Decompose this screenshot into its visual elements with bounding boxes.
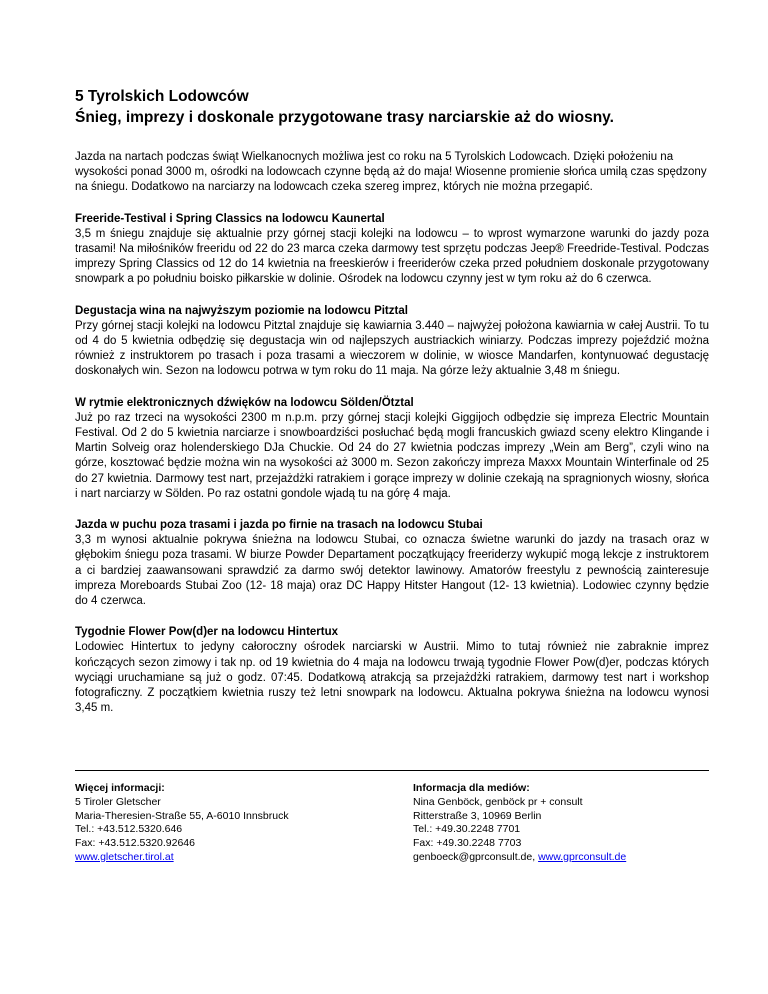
document-title: 5 Tyrolskich Lodowców <box>75 88 249 105</box>
footer-media-info <box>413 782 709 865</box>
document-subtitle: Śnieg, imprezy i doskonale przygotowane trasy narciarskie aż do wiosny. <box>75 109 614 126</box>
intro-paragraph: Jazda na nartach podczas świąt Wielkanocnych możliwa jest co roku na 5 Tyrolskich Lodowcach. Dzięki położeniu na wysokości ponad 3000 m, ośrodki na lodowcach czynne będą aż do maja! Wiosenne promienie słońca umilą czas spędzony na śniegu. Dodatkowo na narciarzy na lodowcach czeka szereg imprez, których nie można przegapić. <box>75 151 707 194</box>
footer-right-email: genboeck@gprconsult.de, <box>413 850 536 863</box>
footer-left-tel: Tel.: +43.512.5320.646 <box>75 823 183 836</box>
section-title: Tygodnie Flower Pow(d)er na lodowcu Hintertux <box>75 626 339 639</box>
section-body: Przy górnej stacji kolejki na lodowcu Pitztal znajduje się kawiarnia 3.440 – najwyżej położona kawiarnia w całej Austrii. To tu od 4 do 5 kwietnia odbędzię się degustacja win od najlepszych austriackich winiarzy. Podczas imprezy pojeździć można również z instruktorem po trasach i poza trasami a wieczorem w dolinie, w wiosce Mandarfen, kontynuować degustację doskonałych win. Sezon na lodowcu potrwa w tym roku do 11 maja. Na górze leży aktualnie 3,48 m śniegu. <box>75 319 709 378</box>
section-title: Freeride-Testival i Spring Classics na lodowcu Kaunertal <box>75 212 385 225</box>
footer-left-org: 5 Tiroler Gletscher <box>75 795 161 808</box>
section-title: W rytmie elektronicznych dźwięków na lodowcu Sölden/Ötztal <box>75 396 414 409</box>
section-solden <box>75 396 709 502</box>
footer-left-address: Maria-Theresien-Straße 55, A-6010 Innsbruck <box>75 809 289 822</box>
section-body: Już po raz trzeci na wysokości 2300 m n.p.m. przy górnej stacji kolejki Giggijoch odbędzie się impreza Electric Mountain Festival. Od 2 do 5 kwietnia narciarze i snowboardziści posłuchać będą mogli francuskich gwiazd sceny elektro Klingande i Martin Solveig oraz holenderskiego DJa Chuckie. Od 24 do 27 kwietnia podczas imprezy „Wein am Berg”, czyli wino na górze, kosztować będzie można win na wysokości aż 3000 m. Sezon zakończy impreza Maxxx Mountain Winterfinale od 25 do 27 kwietnia. Darmowy test nart, przejażdżki ratrakiem i gorące imprezy w dolinie czekają na spragnionych wiosny, słońca i nart narciarzy w Sölden. Po raz ostatni gondole wjadą tu na górę 4 maja. <box>75 411 709 500</box>
gletscher-website-link[interactable]: www.gletscher.tirol.at <box>75 850 174 863</box>
footer-right-tel: Tel.: +49.30.2248 7701 <box>413 823 521 836</box>
section-title: Degustacja wina na najwyższym poziomie na lodowcu Pitztal <box>75 304 408 317</box>
footer-left-fax: Fax: +43.512.5320.92646 <box>75 837 195 850</box>
footer-more-info <box>75 782 413 865</box>
footer-right-address: Ritterstraße 3, 10969 Berlin <box>413 809 542 822</box>
footer-left-title: Więcej informacji: <box>75 782 165 794</box>
section-body: Lodowiec Hintertux to jedyny całoroczny ośrodek narciarski w Austrii. Mimo to tutaj również nie zabraknie imprez kończących sezon zimowy i tak np. od 19 kwietnia do 4 maja na lodowcu trwają tygodnie Flower Pow(d)er, podczas których wyciągi uruchamiane są już o godz. 07:45. Dodatkową atrakcją sa przejażdżki ratrakiem, darmowy test nart i workshop fotograficzny. Z początkiem kwietnia ruszy też letni snowpark na lodowcu. Aktualna pokrywa śnieżna na lodowcu wynosi 3,45 m. <box>75 641 709 715</box>
gprconsult-website-link[interactable]: www.gprconsult.de <box>538 850 627 863</box>
section-stubai <box>75 518 709 609</box>
footer-right-contact: Nina Genböck, genböck pr + consult <box>413 795 583 808</box>
footer-right-fax: Fax: +49.30.2248 7703 <box>413 837 522 850</box>
footer-right-title: Informacja dla mediów: <box>413 782 530 794</box>
section-title: Jazda w puchu poza trasami i jazda po firnie na trasach na lodowcu Stubai <box>75 519 483 532</box>
footer <box>75 782 709 865</box>
footer-divider <box>75 770 709 771</box>
section-pitztal <box>75 304 709 380</box>
section-body: 3,3 m wynosi aktualnie pokrywa śnieżna na lodowcu Stubai, co oznacza świetne warunki do jazdy na trasach oraz w głębokim śniegu poza trasami. W biurze Powder Departament początkujący freeriderzy wykupić mogą lekcje z instruktorem a ci bardziej zaawansowani sprawdzić za darmo swój detektor lawinowy. Amatorów freestylu z pewnością zainteresuje impreza Moreboards Stubai Zoo (12- 18 maja) oraz DC Happy Hitster Hangout (12- 13 kwietnia). Lodowiec czynny będzie do 4 czerwca. <box>75 534 709 608</box>
section-body: 3,5 m śniegu znajduje się aktualnie przy górnej stacji kolejki na lodowcu – to wprost wymarzone warunki do jazdy poza trasami! Na miłośników freeridu od 22 do 23 marca czeka darmowy test sprzętu podczas Jeep® Freedride-Testival. Podczas imprezy Spring Classics od 12 do 14 kwietnia na freeskierów i freeriderów czeka przed południem doskonale przygotowany snowpark a po południu boisko piłkarskie w dolinie. Ośrodek na lodowcu czynny jest w tym roku aż do 6 czerwca. <box>75 227 709 286</box>
section-hintertux <box>75 625 709 716</box>
document-body <box>75 86 709 733</box>
section-kaunertal <box>75 212 709 288</box>
